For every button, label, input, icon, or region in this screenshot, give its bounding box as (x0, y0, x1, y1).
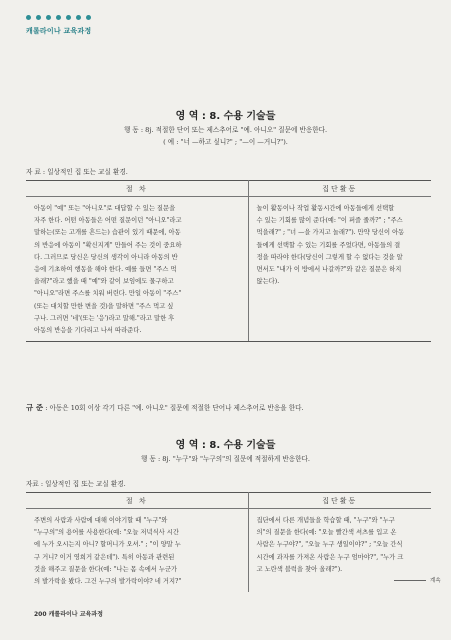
text-line: 아동이 "예" 또는 "아니오"로 대답할 수 있는 질문을 (34, 205, 176, 212)
text-line: 들에게 선택할 수 있는 기회를 주었다면, 아동들의 결 (256, 241, 401, 249)
criterion-text: : 아동은 10회 이상 각기 다른 "예. 아니오" 질문에 적절한 단어나 제스추어로 반응을 한다. (45, 404, 304, 412)
dot-icon (46, 15, 51, 20)
text-line: 사람은 누구야?", "오늘 누구 생일이야?" ; "오늘 간식 (256, 541, 403, 549)
text-line: 면서도 "내가 이 방에서 나갈까?"와 같은 질문은 하지 (256, 266, 402, 274)
text-line: 구 거니? 이거 영희거 같은데"). 특히 아동과 관련된 (34, 553, 175, 561)
text-line: 의"의 질문을 한다(예: "오늘 빨간색 셔츠를 입고 온 (256, 529, 397, 537)
text-line: 시간에 과자를 가져온 사람은 누구 엄마야?", "누가 크 (256, 553, 404, 561)
text-line: "아니오"라면 주스를 치워 버린다. 만일 아동이 "주스" (34, 290, 182, 298)
text-line: 의 반응에 아동이 "확신지게" 만들어 주는 것이 중요하 (34, 241, 182, 249)
section-2-materials: 자료 : 일상적인 집 또는 교실 환경. (26, 480, 126, 488)
text-line: 않는다). (256, 278, 280, 286)
section-1-criterion (26, 402, 304, 413)
dot-icon (26, 15, 31, 20)
section-1-activity-table (26, 180, 431, 342)
text-line: 것을 해주고 질문을 한다(예: "나는 몸 속에서 누군가 (34, 565, 178, 573)
text-line: 주변의 사람과 사람에 대해 이야기할 때 "누구"와 (34, 517, 168, 524)
section-2-title: 영 역 : 8. 수용 기술들 (175, 440, 276, 451)
dot-icon (56, 15, 61, 20)
page-number: 200 (34, 611, 47, 618)
text-line: (또는 대치할 만한 변을 것)을 말하면 "주스 먹고 싶 (34, 302, 174, 310)
dot-icon (76, 15, 81, 20)
section-1-materials: 자 료 : 일상적인 집 또는 교실 환경. (26, 168, 128, 176)
text-line: 아동의 반응을 기다리고 나서 따라준다. (34, 327, 142, 335)
text-line: 자주 한다. 어떤 아동들은 어떤 질문이던 "아니오"라고 (34, 217, 182, 225)
text-line: 고 노란색 블럭을 찾아 올래?"). (256, 565, 343, 573)
dot-icon (66, 15, 71, 20)
criterion-label: 규 준 (26, 403, 44, 412)
text-line: 다. 그러므로 당신은 당신의 생각이 아니라 아동의 반 (34, 253, 178, 261)
text-line: 의 발가락을 봤다. 그건 누구의 발가락이야? 네 거지?" (34, 578, 182, 586)
dot-icon (36, 15, 41, 20)
text-line: 먹을래?" ; "너 —을 가지고 놀래?"). 만약 당신이 아동 (256, 229, 405, 237)
section-1-behavior: 행 동 : 8j. 적절한 단어 또는 제스추어로 "예. 아니오" 질문에 반응한다. (123, 126, 328, 134)
section-1-example: ( 예 : "너 —하고 싶니?" ; "—이 —거니?"). (163, 138, 288, 146)
procedure-cell (26, 197, 248, 342)
procedure-header: 절 차 (26, 493, 248, 509)
dot-icon (86, 15, 91, 20)
procedure-header: 절 차 (26, 181, 248, 197)
page-brand: 캐롤라이나 교육과정 (48, 611, 103, 618)
text-line: 을래?"라고 했을 때 "예"와 같이 보임에도 물구하고 (34, 278, 174, 286)
text-line: 구나. 그러면 '네'(또는 '응')라고 말해."라고 말한 후 (34, 314, 175, 322)
text-line: 수 있는 기회를 많이 준다(예: "이 퍼즐 줄까?" ; "주스 (256, 217, 403, 225)
continued-rule (394, 580, 426, 581)
group-activity-cell (248, 197, 431, 342)
text-line: 집단에서 다른 개념들을 학습할 때, "누구"와 "누구 (256, 517, 395, 524)
procedure-cell (26, 509, 248, 593)
section-2-activity-table (26, 492, 431, 592)
header-brand: 캐롤라이나 교육과정 (26, 27, 92, 35)
header-dots (26, 15, 91, 23)
continued-label: 계속 (430, 578, 441, 584)
group-activity-header: 집단활동 (248, 493, 431, 509)
group-activity-header: 집단활동 (248, 181, 431, 197)
section-1-title: 영 역 : 8. 수용 기술들 (175, 111, 276, 122)
continued-marker (394, 576, 441, 584)
text-line: 에 누가 오시는지 아니? 할머니가 오셔." ; "이 양말 누 (34, 541, 181, 549)
text-line: 정을 따라야 한다(당신이 그렇게 할 수 없다는 것을 알 (256, 253, 403, 261)
page-footer (34, 609, 103, 618)
text-line: 말하는(또는 고개를 흔드는) 습관이 있기 때문에, 아동 (34, 229, 181, 237)
text-line: "누구의"의 용어를 사용한다(예: "오늘 저녁식사 시간 (34, 529, 179, 537)
text-line: 놀이 활동이나 작업 활동시간에 아동들에게 선택할 (256, 205, 395, 212)
section-2-behavior: 행 동 : 8j. "누구"와 "누구의"의 질문에 적절하게 반응한다. (141, 455, 310, 463)
text-line: 응에 기초하여 행동을 해야 한다. 예를 들면 "주스 먹 (34, 266, 177, 274)
